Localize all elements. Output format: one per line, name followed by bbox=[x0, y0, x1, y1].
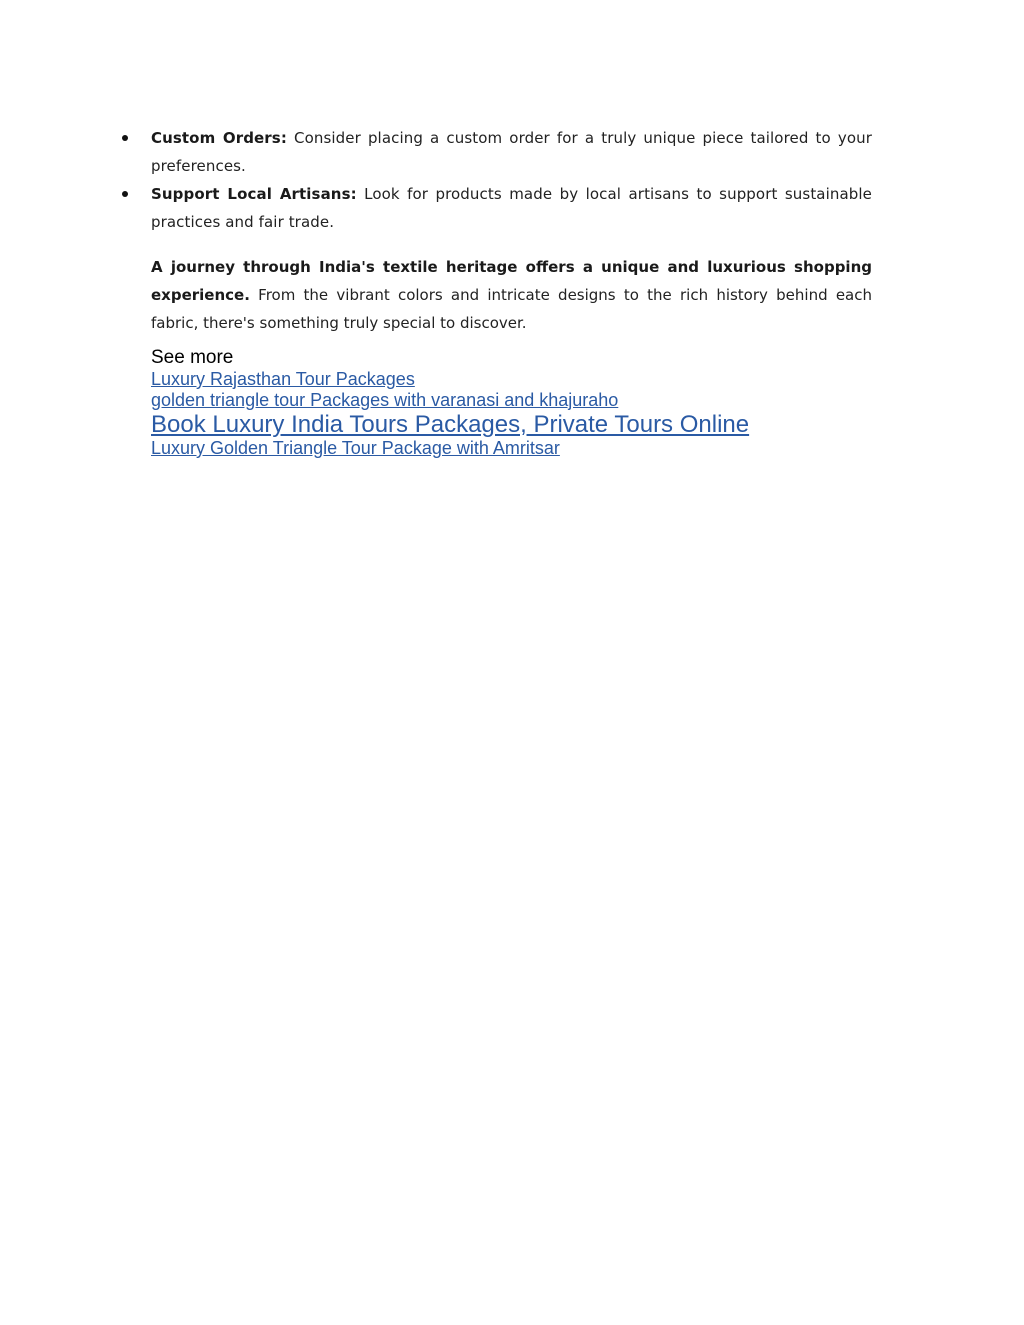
closing-text: From the vibrant colors and intricate designs to the rich history behind each fabric, there's something truly special to discover. bbox=[151, 286, 872, 332]
tips-list bbox=[151, 124, 872, 236]
see-more-links bbox=[151, 369, 872, 459]
list-item-label: Custom Orders: bbox=[151, 129, 287, 147]
bullet-icon bbox=[122, 135, 128, 141]
list-item-text: Look for products made by local artisans to support sustainable practices and fair trade. bbox=[151, 185, 872, 231]
link-golden-triangle-varanasi-khajuraho[interactable]: golden triangle tour Packages with varanasi and khajuraho bbox=[151, 390, 619, 410]
bullet-icon bbox=[122, 191, 128, 197]
list-item-label: Support Local Artisans: bbox=[151, 185, 357, 203]
closing-bold-text: A journey through India's textile heritage offers a unique and luxurious shopping experience. bbox=[151, 258, 872, 304]
see-more-heading: See more bbox=[151, 347, 234, 368]
list-item-custom-orders bbox=[151, 124, 872, 180]
list-item-support-local-artisans bbox=[151, 180, 872, 236]
link-golden-triangle-amritsar[interactable]: Luxury Golden Triangle Tour Package with Amritsar bbox=[151, 438, 560, 458]
link-book-luxury-india-tours[interactable]: Book Luxury India Tours Packages, Private Tours Online bbox=[151, 411, 750, 438]
list-item-text: Consider placing a custom order for a truly unique piece tailored to your preferences. bbox=[151, 129, 872, 175]
document-content bbox=[151, 124, 872, 459]
link-luxury-rajasthan-tour-packages[interactable]: Luxury Rajasthan Tour Packages bbox=[151, 369, 415, 389]
closing-paragraph bbox=[151, 253, 872, 337]
